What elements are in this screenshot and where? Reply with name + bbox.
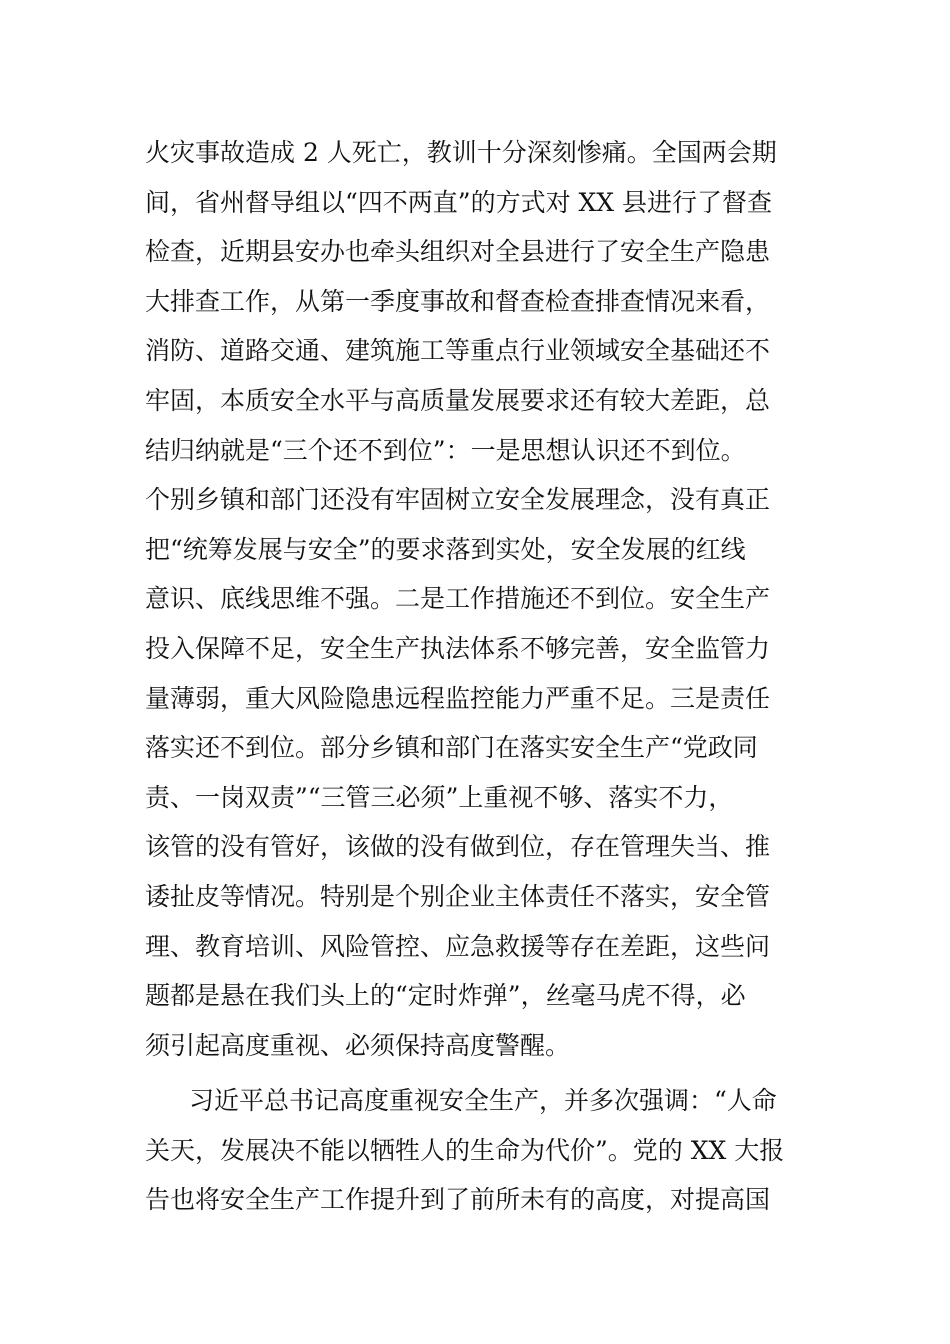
text-line: 理、教育培训、风险管控、应急救援等存在差距，这些问	[145, 931, 771, 961]
text-line: 关天，发展决不能以牺牲人的生命为代价”。党的 XX 大报	[145, 1135, 785, 1165]
text-line: 诿扯皮等情况。特别是个别企业主体责任不落实，安全管	[145, 881, 771, 911]
text-line: 间，省州督导组以“四不两直”的方式对 XX 县进行了督查	[145, 187, 773, 217]
text-line: 告也将安全生产工作提升到了前所未有的高度，对提高国	[145, 1185, 771, 1215]
text-line: 结归纳就是“三个还不到位”：一是思想认识还不到位。	[145, 435, 746, 465]
text-line: 习近平总书记高度重视安全生产，并多次强调：“人命	[189, 1086, 777, 1116]
text-line: 须引起高度重视、必须保持高度警醒。	[145, 1030, 571, 1060]
text-line: 量薄弱，重大风险隐患远程监控能力严重不足。三是责任	[145, 683, 771, 713]
text-line: 该管的没有管好，该做的没有做到位，存在管理失当、推	[145, 832, 771, 862]
text-line: 检查，近期县安办也牵头组织对全县进行了安全生产隐患	[145, 237, 771, 267]
paragraph-1	[145, 128, 810, 1070]
text-line: 牢固，本质安全水平与高质量发展要求还有较大差距，总	[145, 385, 771, 415]
text-line: 责、一岗双责”“三管三必须”上重视不够、落实不力，	[145, 782, 734, 812]
text-line: 题都是悬在我们头上的“定时炸弹”，丝毫马虎不得，必	[145, 981, 746, 1011]
text-line: 落实还不到位。部分乡镇和部门在落实安全生产“党政同	[145, 733, 758, 763]
text-line: 投入保障不足，安全生产执法体系不够完善，安全监管力	[145, 633, 771, 663]
document-body	[145, 128, 810, 1225]
text-line: 个别乡镇和部门还没有牢固树立安全发展理念，没有真正	[145, 485, 771, 515]
paragraph-2	[145, 1076, 810, 1225]
text-line: 把“统筹发展与安全”的要求落到实处，安全发展的红线	[145, 534, 746, 564]
text-line: 意识、底线思维不强。二是工作措施还不到位。安全生产	[145, 584, 771, 614]
text-line: 火灾事故造成 2 人死亡，教训十分深刻惨痛。全国两会期	[145, 138, 777, 167]
text-line: 大排查工作，从第一季度事故和督查检查排查情况来看，	[145, 286, 771, 316]
text-line: 消防、道路交通、建筑施工等重点行业领域安全基础还不	[145, 336, 771, 366]
